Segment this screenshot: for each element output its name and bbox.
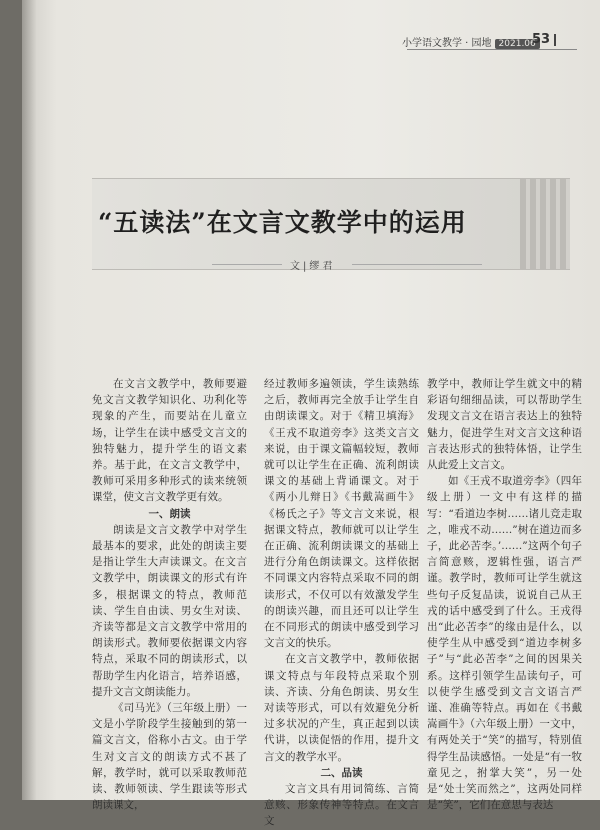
paragraph: 文言文具有用词简练、言简意赅、形象传神等特点。在文言文 (264, 783, 419, 828)
paragraph: 教学中，教师让学生就文中的精彩语句细细品读，可以帮助学生发现文言文在语言表达上的独特魅力，促进学生对文言文这种语言表达形式的独特体悟，让学生从此爱上文言文。 (427, 378, 582, 472)
journal-name: 小学语文教学 · 园地 (402, 38, 492, 49)
paragraph: 在文言文教学中，教师依据课文特点与年段特点采取个别读、齐读、分角色朗读、男女生对读等形式，可以有效避免分析过多状况的产生，真正起到以读代讲，以读促悟的作用，提升文言文的教学水平。 (264, 653, 419, 763)
paragraph: 经过教师多遍领读，学生读熟练之后，教师再完全放手让学生自由朗读课文。对于《精卫填海》《王戎不取道旁李》这类文言文来说，由于课文篇幅较短，教师就可以让学生在正确、流利朗读课文的基础上背诵课文。对于《两小儿辩日》《书戴嵩画牛》《杨氏之子》等文言文来说，根据课文特点，教师就可以让学生在正确、流利朗读课文的基础上进行分角色朗读课文。这样依据不同课文内容特点采取不同的朗读形式，不仅可以有效激发学生的朗读兴趣，而且还可以让学生在不同形式的朗读中感受到学习文言文的快乐。 (264, 378, 419, 650)
author-rule-left (212, 264, 282, 265)
text-column-1 (92, 376, 247, 812)
issue-year: 2021.06 (495, 39, 540, 49)
author-rule-right (352, 264, 482, 265)
section-heading: 一、朗读 (148, 507, 191, 520)
section-heading: 二、品读 (320, 766, 363, 779)
author-separator: | (303, 261, 307, 272)
running-header (402, 34, 562, 48)
text-column-3 (427, 376, 582, 812)
book-gutter (22, 0, 36, 800)
text-column-2 (264, 376, 419, 828)
header-bar (554, 34, 556, 46)
journal-page (22, 0, 600, 828)
header-rule (407, 49, 577, 50)
author-prefix: 文 (290, 261, 300, 272)
paragraph: 在文言文教学中，教师要避免文言文教学知识化、功利化等现象的产生，而要站在儿童立场，让学生在读中感受文言文的独特魅力，提升学生的语文素养。基于此，在文言文教学中，教师可采用多种形式的读来统领课堂，使文言文教学更有效。 (92, 378, 247, 504)
paragraph: 如《王戎不取道旁李》（四年级上册）一文中有这样的描写：“看道边李树……诸儿竞走取之，唯戎不动……”树在道边而多子，此必苦李。’……”这两个句子言简意赅，逻辑性强，语言严谨。教学时，教师可让学生就这些句子反复品读，说说自己从王戎的话中感受到了什么。王戎得出“此必苦李”的缘由是什么，以使学生从中感受到“道边李树多子”与“此必苦李”之间的因果关系。这样引领学生品读句子，可以使学生感受到文言文语言严谨、准确等特点。再如在《书戴嵩画牛》（六年级上册）一文中，有两处关于“笑”的描写，特别值得学生品读感悟。一处是“有一牧童见之，拊掌大笑”，另一处是“处士笑而然之”，这两处同样是“笑”，它们在意思与表达 (427, 475, 582, 812)
paragraph: 《司马光》（三年级上册）一文是小学阶段学生接触到的第一篇文言文，俗称小古文。由于学生对文言文的朗读方式不甚了解，教学时，就可以采取教师范读、教师领读、学生跟读等形式朗读课文， (92, 702, 247, 812)
author-name: 缪 君 (309, 261, 333, 272)
article-title: “五读法”在文言文教学中的运用 (98, 208, 467, 237)
page-number: 53 (532, 32, 551, 47)
paragraph: 朗读是文言文教学中对学生最基本的要求，此处的朗读主要是指让学生大声读课文。在文言文教学中，朗读课文的形式有许多，根据课文的特点，教师范读、学生自由读、男女生对读、齐读等都是文言文教学中常用的朗读形式。教师要依据课文内容特点，采取不同的朗读形式，以帮助学生内化语言，培养语感，提升文言文朗读能力。 (92, 523, 247, 698)
